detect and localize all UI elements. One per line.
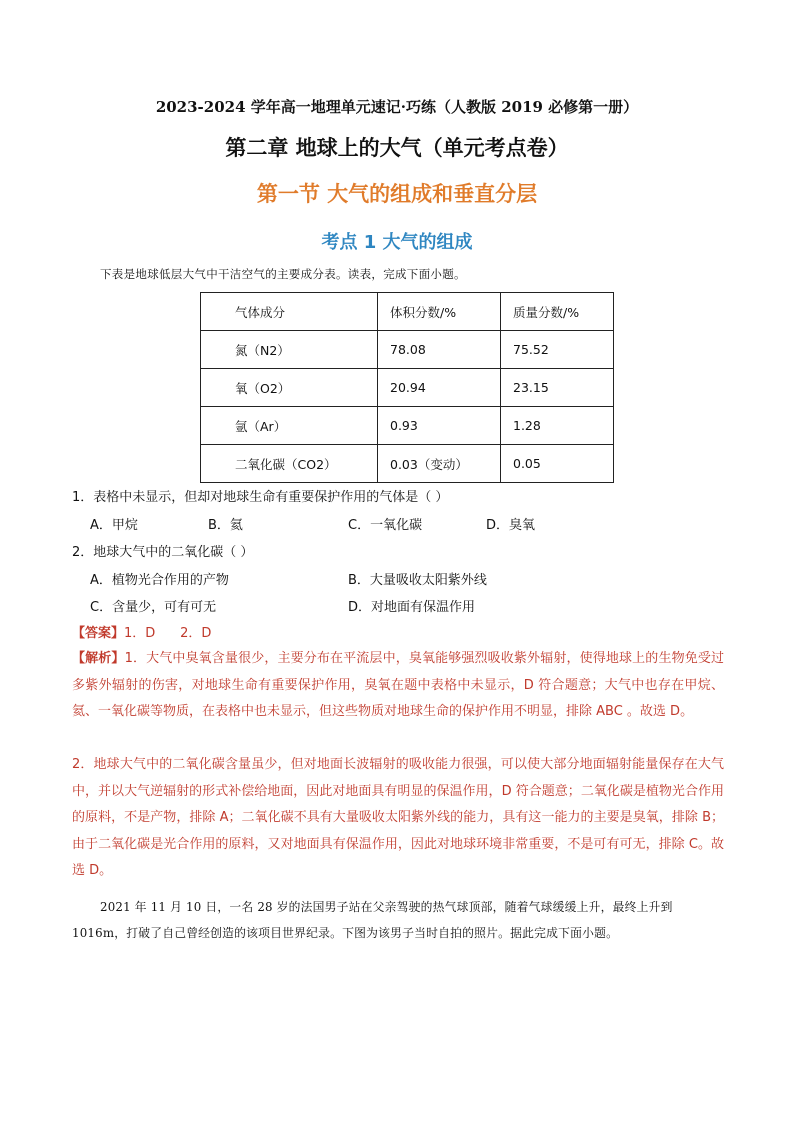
- table-cell: 1.28: [501, 407, 614, 445]
- kaodian-title: 考点 1 大气的组成: [321, 232, 473, 253]
- table-cell: 0.93: [378, 407, 501, 445]
- table-cell: 0.05: [501, 445, 614, 483]
- question-2-option-b: B．大量吸收太阳紫外线: [348, 573, 487, 588]
- table-intro: 下表是地球低层大气中干洁空气的主要成分表。读表，完成下面小题。: [100, 267, 466, 281]
- header-cell: 体积分数/%: [378, 293, 501, 331]
- question-2-option-a: A．植物光合作用的产物: [90, 573, 229, 588]
- table-row: [201, 369, 614, 407]
- question-2-option-d: D．对地面有保温作用: [348, 600, 476, 615]
- question-1-stem: 1．表格中未显示，但却对地球生命有重要保护作用的气体是（ ）: [72, 490, 449, 505]
- analysis-paragraph-1: [72, 646, 724, 726]
- analysis-text-1: 1．大气中臭氧含量很少，主要分布在平流层中，臭氧能够强烈吸收紫外辐射，使得地球上的生物免受过多紫外辐射的伤害，对地球生命有重要保护作用，臭氧在题中表格中未显示，D 符合题意；大气中也存在甲烷、氦、一氧化碳等物质，在表格中也未显示，但这些物质对地球生命的保护作用不明显，排除 ABC 。故选 D。: [72, 651, 724, 719]
- table-cell: 氮（N2）: [201, 331, 378, 369]
- table-row: [201, 407, 614, 445]
- table-cell: 23.15: [501, 369, 614, 407]
- table-cell: 20.94: [378, 369, 501, 407]
- table-cell: 二氧化碳（CO2）: [201, 445, 378, 483]
- question-2-stem: 2．地球大气中的二氧化碳（ ）: [72, 545, 254, 560]
- question-1-option-c: C．一氧化碳: [348, 518, 423, 533]
- table-cell: 氧（O2）: [201, 369, 378, 407]
- header-cell: 气体成分: [201, 293, 378, 331]
- table-cell: 氩（Ar）: [201, 407, 378, 445]
- table-header-row: [201, 293, 614, 331]
- answer-line: [72, 622, 211, 641]
- question-1-option-d: D．臭氧: [486, 518, 536, 533]
- table-row: [201, 331, 614, 369]
- answer-tag: 【答案】: [72, 626, 125, 641]
- table-cell: 78.08: [378, 331, 501, 369]
- analysis-tag: 【解析】: [72, 651, 125, 666]
- gas-composition-table: [200, 292, 614, 483]
- question-2-option-c: C．含量少，可有可无: [90, 600, 217, 615]
- section-title: 第一节 大气的组成和垂直分层: [256, 182, 538, 206]
- chapter-title: 第二章 地球上的大气（单元考点卷）: [225, 136, 569, 160]
- analysis-paragraph-2: 2．地球大气中的二氧化碳含量虽少，但对地面长波辐射的吸收能力很强，可以使大部分地面辐射能量保存在大气中，并以大气逆辐射的形式补偿给地面，因此对地面具有明显的保温作用，D 符合题意；二氧化碳是植物光合作用的原料，不是产物，排除 A；二氧化碳不具有大量吸收太阳紫外线的能力，具有这一能力的主要是臭氧，排除 B；由于二氧化碳是光合作用的原料，又对地面具有保温作用，因此对地球环境非常重要，不是可有可无，排除 C。故选 D。: [72, 757, 724, 878]
- passage-text: 2021 年 11 月 10 日，一名 28 岁的法国男子站在父亲驾驶的热气球顶部，随着气球缓缓上升，最终上升到 1016m，打破了自己曾经创造的该项目世界纪录。下图为该男子当时自拍的照片。据此完成下面小题。: [72, 900, 673, 940]
- table-cell: 75.52: [501, 331, 614, 369]
- header-cell: 质量分数/%: [501, 293, 614, 331]
- answer-text: 1．D 2．D: [124, 626, 212, 641]
- question-1-option-b: B．氦: [208, 518, 243, 533]
- table-row: [201, 445, 614, 483]
- question-1-option-a: A．甲烷: [90, 518, 138, 533]
- table-cell: 0.03（变动）: [378, 445, 501, 483]
- document-header: 2023-2024 学年高一地理单元速记·巧练（人教版 2019 必修第一册）: [155, 98, 639, 116]
